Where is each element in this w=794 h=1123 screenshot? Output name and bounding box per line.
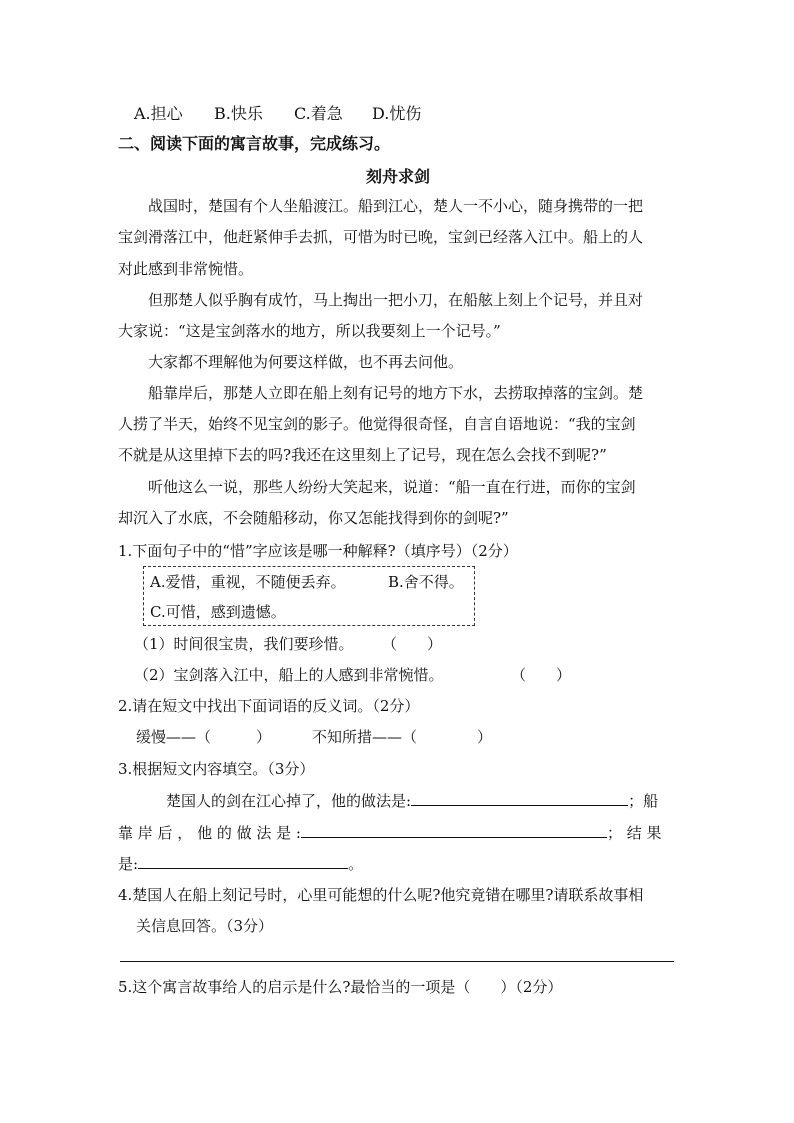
q3-suffix: ；船: [628, 792, 659, 810]
question-5: 5.这个寓言故事给人的启示是什么?最恰当的一项是（ ）（2分）: [118, 978, 563, 996]
question-1: 1.下面句子中的“惜”字应该是哪一种解释?（填序号）（2分）: [118, 542, 518, 560]
q3-line-1: [166, 789, 658, 811]
story-line: 宝剑滑落江中，他赶紧伸手去抓，可惜为时已晚，宝剑已经落入江中。船上的人: [118, 228, 644, 246]
question-2: 2.请在短文中找出下面词语的反义词。（2分）: [118, 697, 420, 715]
question-4-line-2: 关信息回答。（3分）: [136, 917, 274, 935]
antonym-slow[interactable]: 缓慢——（ ）: [136, 728, 272, 746]
q3-suffix: 。: [348, 855, 364, 873]
story-line: 大家说：“这是宝剑落水的地方，所以我要刻上一个记号。”: [118, 322, 501, 340]
answer-blank[interactable]: [138, 852, 348, 869]
story-line: 听他这么一说，那些人纷纷大笑起来，说道：“船一直在行进，而你的宝剑: [148, 478, 636, 496]
story-line: 大家都不理解他为何要这样做，也不再去问他。: [148, 353, 464, 371]
option-b: B.快乐: [214, 104, 263, 123]
section-heading: 二、阅读下面的寓言故事，完成练习。: [118, 134, 391, 153]
option-a: A.担心: [134, 104, 183, 123]
answer-blank[interactable]: [411, 789, 628, 806]
q3-prompt: 是:: [118, 855, 139, 873]
question-4-line-1: 4.楚国人在船上刻记号时，心里可能想的什么呢?他究竟错在哪里?请联系故事相: [118, 886, 644, 904]
definition-a: A.爱惜，重视，不随便丢弃。: [150, 573, 346, 591]
option-c: C.着急: [294, 104, 343, 123]
definition-c: C.可惜，感到遗憾。: [150, 603, 286, 621]
story-line: 人捞了半天，始终不见宝剑的影子。他觉得很奇怪，自言自语地说：“我的宝剑: [118, 415, 636, 433]
story-line: 船靠岸后，那楚人立即在船上刻有记号的地方下水，去捞取掉落的宝剑。楚: [148, 384, 644, 402]
q3-line-2: [118, 821, 662, 843]
definition-b: B.舍不得。: [388, 573, 464, 591]
story-title: 刻舟求剑: [366, 167, 431, 186]
q3-prompt: 楚国人的剑在江心掉了，他的做法是:: [166, 792, 412, 810]
story-line: 但那楚人似乎胸有成竹，马上掏出一把小刀，在船舷上刻上个记号，并且对: [148, 291, 644, 309]
q3-prompt: 靠 岸 后 ， 他 的 做 法 是 :: [118, 824, 301, 842]
question-1-sub-1: （1）时间很宝贵，我们要珍惜。: [134, 635, 354, 653]
q3-line-3: [118, 852, 363, 874]
option-d: D.忧伤: [372, 104, 422, 123]
answer-blank[interactable]: [301, 821, 607, 838]
story-line: 不就是从这里掉下去的吗?我还在这里刻上了记号，现在怎么会找不到呢?”: [118, 446, 607, 464]
q3-suffix: ； 结 果: [606, 824, 662, 842]
story-line: 却沉入了水底，不会随船移动，你又怎能找得到你的剑呢?”: [118, 509, 509, 527]
story-line: 对此感到非常惋惜。: [118, 260, 254, 278]
question-3: 3.根据短文内容填空。（3分）: [118, 760, 315, 778]
answer-line[interactable]: [120, 961, 674, 962]
antonym-flustered[interactable]: 不知所措——（ ）: [312, 728, 493, 746]
question-1-sub-2: （2）宝剑落入江中，船上的人感到非常惋惜。: [134, 666, 444, 684]
answer-paren[interactable]: （ ）: [511, 666, 572, 684]
story-line: 战国时，楚国有个人坐船渡江。船到江心，楚人一不小心，随身携带的一把: [148, 197, 644, 215]
answer-paren[interactable]: （ ）: [382, 635, 443, 653]
